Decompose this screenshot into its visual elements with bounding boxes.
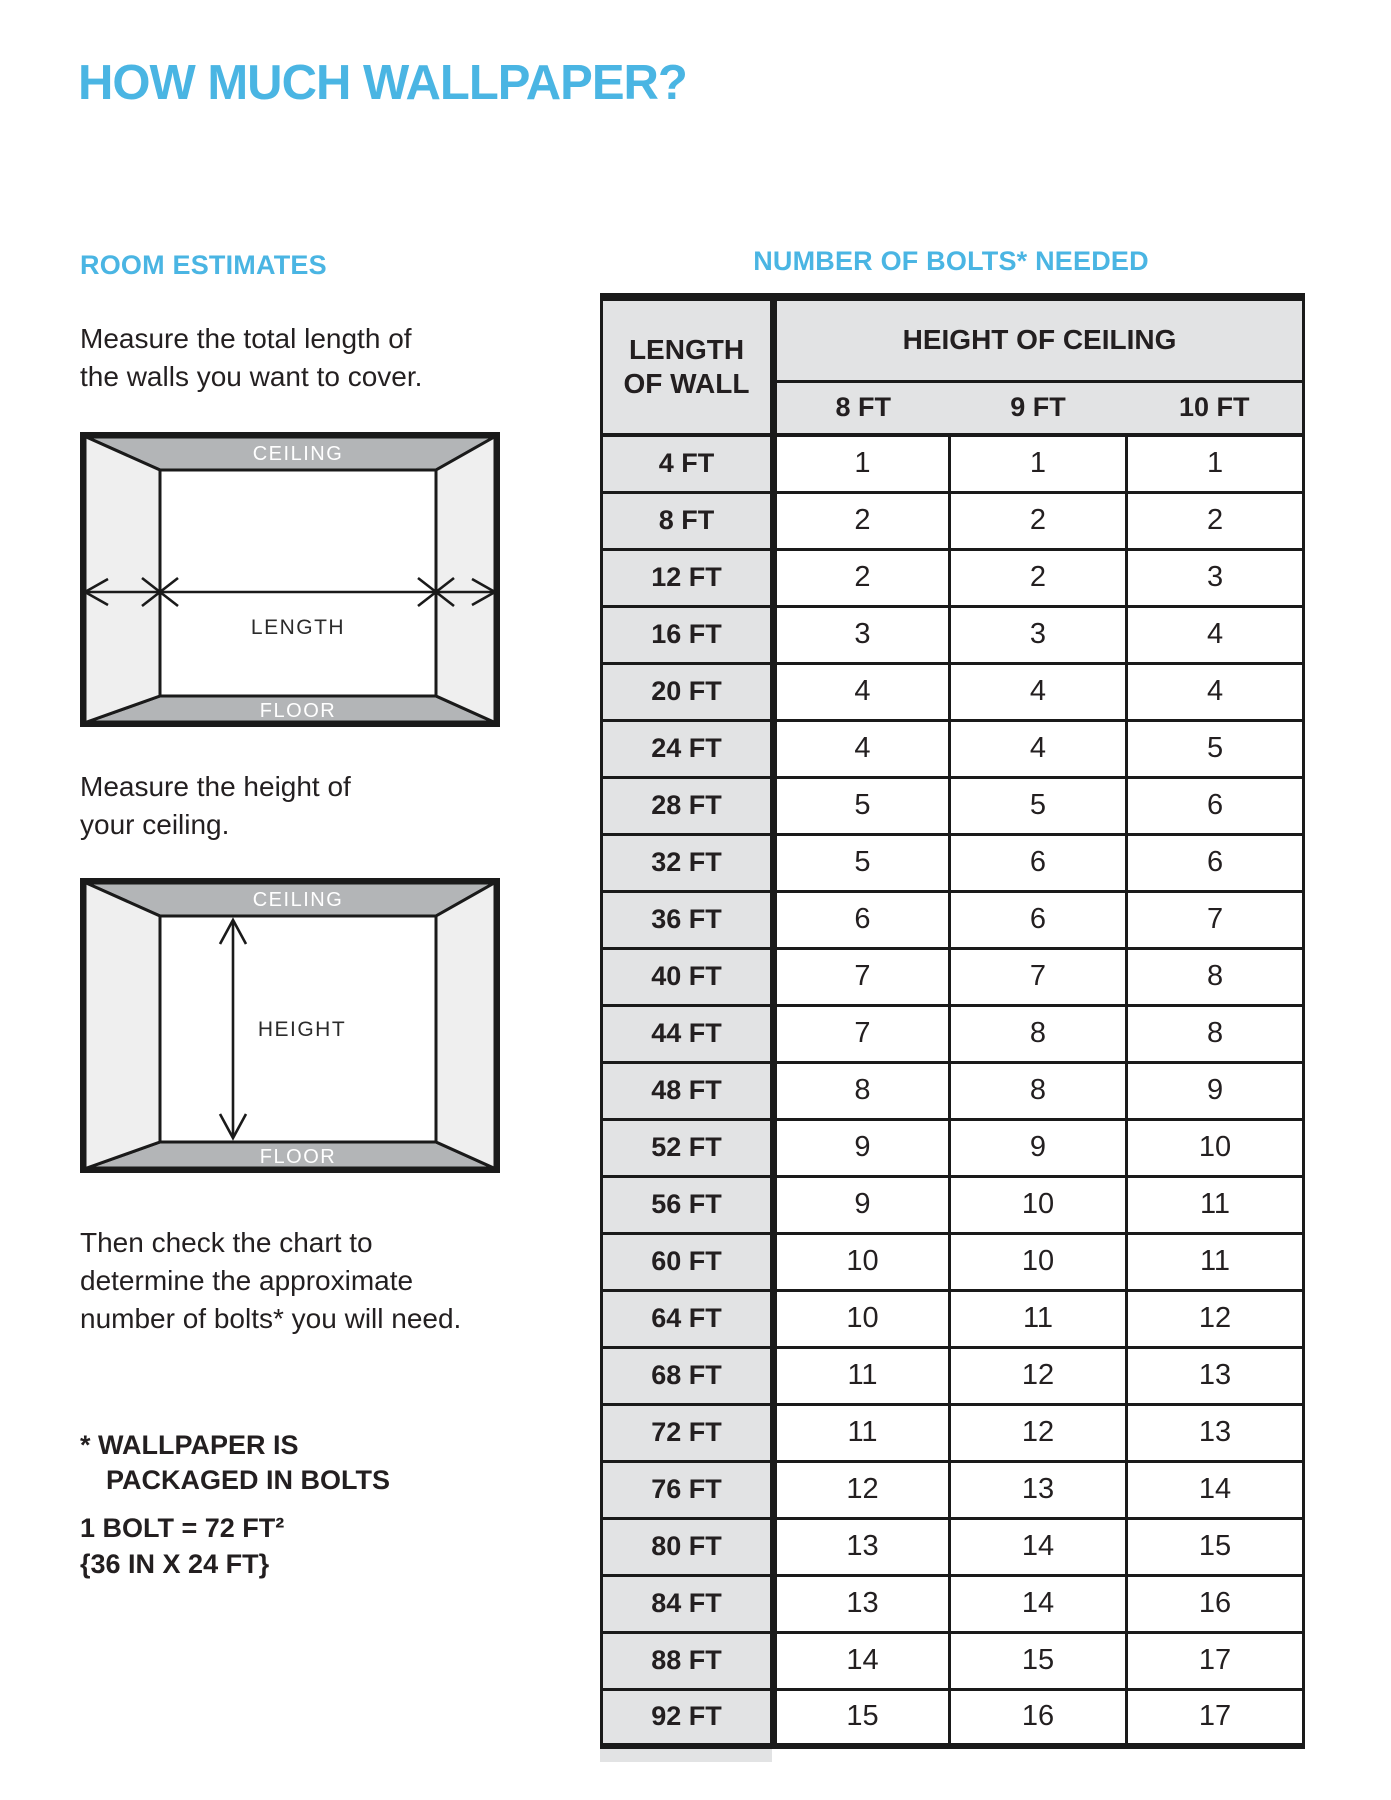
table-row [602,1461,1304,1518]
bolt-count-cell: 9 [774,1176,950,1233]
bolt-count-cell: 14 [950,1518,1127,1575]
bolt-count-cell: 4 [774,663,950,720]
wall-length-cell: 8 FT [602,492,774,549]
wall-length-cell: 80 FT [602,1518,774,1575]
instruction-measure-height [80,768,351,844]
table-row [602,1233,1304,1290]
wall-length-cell: 44 FT [602,1005,774,1062]
bolt-count-cell: 14 [950,1575,1127,1632]
bolt-count-cell: 8 [950,1062,1127,1119]
wall-length-cell: 52 FT [602,1119,774,1176]
bolt-count-cell: 5 [774,777,950,834]
bolt-count-cell: 14 [1127,1461,1304,1518]
table-row [602,1404,1304,1461]
wall-length-cell: 24 FT [602,720,774,777]
bolt-count-cell: 8 [774,1062,950,1119]
column-header-8ft: 8 FT [774,381,950,435]
bolt-count-cell: 3 [1127,549,1304,606]
bolt-count-cell: 13 [1127,1404,1304,1461]
bolt-count-cell: 10 [774,1290,950,1347]
table-row [602,1005,1304,1062]
instruction-measure-length [80,320,422,396]
room-diagram-height [80,878,500,1173]
bolt-count-cell: 5 [774,834,950,891]
wall-length-cell: 40 FT [602,948,774,1005]
bolt-count-cell: 9 [950,1119,1127,1176]
corner-header-line: LENGTH [628,334,745,365]
bolt-count-cell: 5 [950,777,1127,834]
wall-length-cell: 32 FT [602,834,774,891]
bolt-count-cell: 6 [950,834,1127,891]
footnote-line: * WALLPAPER IS [80,1430,299,1460]
bolt-count-cell: 15 [774,1689,950,1746]
bolts-chart-section [600,246,1302,1762]
bolt-count-cell: 1 [950,435,1127,492]
wall-length-cell: 36 FT [602,891,774,948]
bolt-count-cell: 13 [1127,1347,1304,1404]
bolt-count-cell: 3 [950,606,1127,663]
bolt-count-cell: 9 [774,1119,950,1176]
height-of-ceiling-header: HEIGHT OF CEILING [774,297,1304,381]
bolt-count-cell: 13 [774,1575,950,1632]
bolt-count-cell: 11 [774,1347,950,1404]
section-heading-bolts-needed: NUMBER OF BOLTS* NEEDED [753,246,1149,276]
bolt-count-cell: 8 [1127,1005,1304,1062]
wall-length-cell: 72 FT [602,1404,774,1461]
right-wall [436,436,496,723]
instruction-line: number of bolts* you will need. [80,1303,462,1334]
instruction-line: your ceiling. [80,809,230,840]
corner-header-line: OF WALL [623,368,750,399]
bolt-count-cell: 12 [1127,1290,1304,1347]
wall-length-cell: 16 FT [602,606,774,663]
table-row [602,948,1304,1005]
wall-length-cell: 20 FT [602,663,774,720]
footnote-line: PACKAGED IN BOLTS [106,1465,391,1495]
page-title: HOW MUCH WALLPAPER? [78,56,687,110]
table-row [602,435,1304,492]
bolt-size-line: 1 BOLT = 72 FT² [80,1513,285,1543]
wall-length-cell: 84 FT [602,1575,774,1632]
bolt-count-cell: 9 [1127,1062,1304,1119]
bolt-count-cell: 6 [1127,834,1304,891]
bolt-count-cell: 7 [774,1005,950,1062]
table-row [602,891,1304,948]
bolt-count-cell: 12 [774,1461,950,1518]
table-row [602,1290,1304,1347]
bolt-count-cell: 7 [774,948,950,1005]
bolt-count-cell: 11 [774,1404,950,1461]
bolt-count-cell: 15 [1127,1518,1304,1575]
bolt-count-cell: 8 [1127,948,1304,1005]
bolt-count-cell: 2 [1127,492,1304,549]
bolt-count-cell: 14 [774,1632,950,1689]
bolt-count-cell: 2 [950,549,1127,606]
bolt-count-cell: 2 [950,492,1127,549]
bolts-table-body [602,435,1304,1746]
bolt-count-cell: 11 [1127,1233,1304,1290]
corner-header-length-of-wall [602,297,774,435]
wall-length-cell: 4 FT [602,435,774,492]
wall-length-cell: 48 FT [602,1062,774,1119]
bolt-count-cell: 8 [950,1005,1127,1062]
table-row [602,663,1304,720]
length-label: LENGTH [250,616,346,639]
table-row [602,1689,1304,1746]
bolt-count-cell: 2 [774,492,950,549]
wall-length-cell: 76 FT [602,1461,774,1518]
wall-length-cell: 60 FT [602,1233,774,1290]
wall-length-cell: 28 FT [602,777,774,834]
table-row [602,1632,1304,1689]
left-wall [84,436,160,723]
bolt-count-cell: 1 [774,435,950,492]
bolt-count-cell: 11 [950,1290,1127,1347]
bolt-count-cell: 5 [1127,720,1304,777]
back-wall [160,470,436,696]
ceiling-label: CEILING [252,443,344,465]
bolt-count-cell: 4 [950,720,1127,777]
bolt-count-cell: 12 [950,1404,1127,1461]
table-row [602,1575,1304,1632]
bolt-count-cell: 13 [950,1461,1127,1518]
bolt-count-cell: 15 [950,1632,1127,1689]
table-row [602,720,1304,777]
bolt-count-cell: 4 [950,663,1127,720]
table-row [602,1119,1304,1176]
table-row [602,492,1304,549]
table-footer-tab [600,1749,772,1762]
table-row [602,1347,1304,1404]
bolt-count-cell: 16 [950,1689,1127,1746]
column-header-9ft: 9 FT [950,381,1127,435]
ceiling-label: CEILING [252,889,344,911]
wall-length-cell: 12 FT [602,549,774,606]
table-row [602,1518,1304,1575]
left-wall [84,882,160,1169]
wall-length-cell: 92 FT [602,1689,774,1746]
table-row [602,834,1304,891]
bolts-footnote [80,1428,390,1498]
bolt-count-cell: 4 [1127,663,1304,720]
bolt-count-cell: 13 [774,1518,950,1575]
bolt-count-cell: 12 [950,1347,1127,1404]
bolt-count-cell: 2 [774,549,950,606]
wall-length-cell: 88 FT [602,1632,774,1689]
instruction-line: Then check the chart to [80,1227,373,1258]
bolt-count-cell: 4 [1127,606,1304,663]
bolt-count-cell: 6 [774,891,950,948]
instruction-line: the walls you want to cover. [80,361,423,392]
room-diagram-length [80,432,500,727]
right-wall [436,882,496,1169]
bolt-count-cell: 1 [1127,435,1304,492]
bolts-table [600,293,1305,1749]
bolt-count-cell: 10 [1127,1119,1304,1176]
bolt-count-cell: 16 [1127,1575,1304,1632]
bolt-count-cell: 10 [950,1233,1127,1290]
bolt-count-cell: 3 [774,606,950,663]
height-label: HEIGHT [257,1018,347,1041]
instruction-check-chart [80,1224,461,1338]
instruction-line: Measure the height of [80,771,351,802]
bolt-count-cell: 17 [1127,1689,1304,1746]
bolt-count-cell: 11 [1127,1176,1304,1233]
floor-label: FLOOR [259,700,337,722]
bolt-size-line: {36 IN X 24 FT} [80,1549,270,1579]
table-row [602,1176,1304,1233]
section-heading-room-estimates: ROOM ESTIMATES [80,250,327,280]
table-row [602,549,1304,606]
wall-length-cell: 56 FT [602,1176,774,1233]
instruction-line: Measure the total length of [80,323,412,354]
bolt-count-cell: 7 [1127,891,1304,948]
bolt-count-cell: 6 [950,891,1127,948]
bolt-count-cell: 10 [950,1176,1127,1233]
bolt-count-cell: 6 [1127,777,1304,834]
wall-length-cell: 64 FT [602,1290,774,1347]
table-row [602,777,1304,834]
instruction-line: determine the approximate [80,1265,414,1296]
bolt-count-cell: 7 [950,948,1127,1005]
table-row [602,1062,1304,1119]
bolt-size-info [80,1510,284,1582]
wall-length-cell: 68 FT [602,1347,774,1404]
floor-label: FLOOR [259,1146,337,1168]
bolt-count-cell: 4 [774,720,950,777]
column-header-10ft: 10 FT [1127,381,1304,435]
table-row [602,606,1304,663]
bolt-count-cell: 17 [1127,1632,1304,1689]
bolt-count-cell: 10 [774,1233,950,1290]
